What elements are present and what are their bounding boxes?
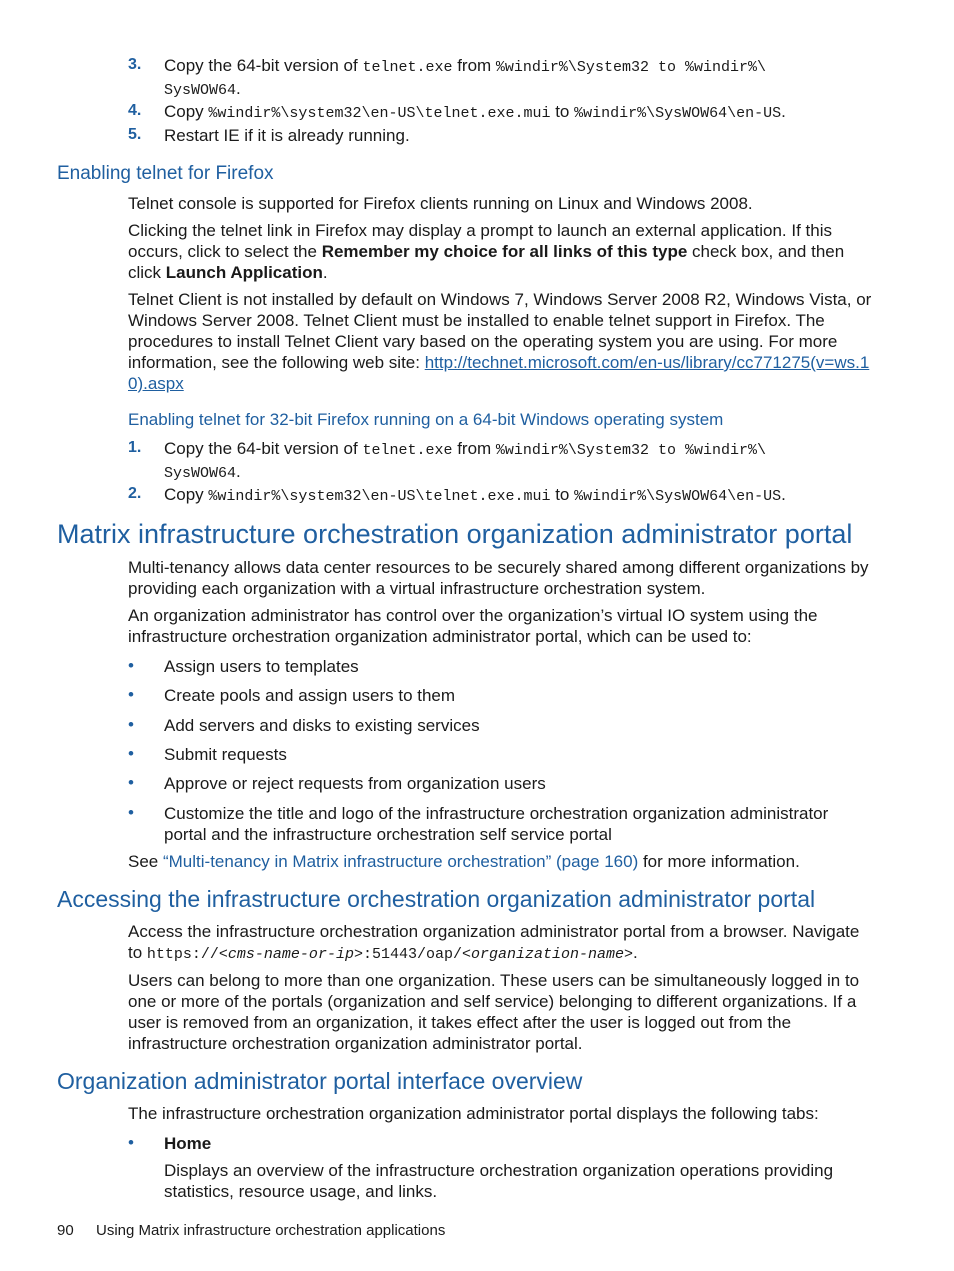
step-item: Copy %windir%\system32\en-US\telnet.exe.mui to %windir%\SysWOW64\en-US.: [164, 102, 786, 122]
section-heading-firefox: Enabling telnet for Firefox: [57, 163, 274, 184]
see-also: See “Multi-tenancy in Matrix infrastructure orchestration” (page 160) for more information.: [128, 852, 800, 871]
list-item: Approve or reject requests from organization users: [164, 774, 546, 793]
paragraph: Telnet Client is not installed by default on Windows 7, Windows Server 2008 R2, Windows Vista, or Windows Server 2008. Telnet Client must be installed to enable telnet support in Firefox. The procedures to install Telnet Client vary based on the operating system you are using. For more information, see the following web site: http://technet.microsoft.com/en-us/library/cc771275(v=ws.10).aspx: [128, 290, 872, 393]
step-number: 5.: [128, 126, 142, 143]
tab-item-title: Home: [164, 1134, 212, 1153]
step-number: 4.: [128, 102, 142, 119]
step-item: Copy %windir%\system32\en-US\telnet.exe.mui to %windir%\SysWOW64\en-US.: [164, 485, 786, 505]
paragraph: Multi-tenancy allows data center resources to be securely shared among different organizations by providing each organization with a virtual infrastructure orchestration system.: [128, 558, 869, 598]
list-item: Create pools and assign users to them: [164, 686, 456, 705]
bullet-icon: •: [128, 744, 134, 763]
section-heading-accessing: Accessing the infrastructure orchestration organization administrator portal: [57, 886, 816, 912]
paragraph: Users can belong to more than one organization. These users can be simultaneously logged in to one or more of the portals (organization and self service) belonging to different organizations. If a user is removed from an organization, it takes effect after the user is logged out from the infrastructure orchestration organization administrator portal.: [128, 971, 860, 1053]
paragraph: Clicking the telnet link in Firefox may display a prompt to launch an external application. If this occurs, click to select the Remember my choice for all links of this type check box, and then click Launch Application.: [128, 221, 845, 282]
list-item: Add servers and disks to existing services: [164, 716, 480, 735]
technet-link[interactable]: http://technet.microsoft.com/en-us/library/cc771275(v=ws.10).aspx: [128, 353, 870, 393]
paragraph: Telnet console is supported for Firefox clients running on Linux and Windows 2008.: [128, 194, 753, 213]
page-number: 90: [57, 1222, 74, 1239]
footer-title: Using Matrix infrastructure orchestration applications: [96, 1222, 446, 1239]
bullet-icon: •: [128, 656, 134, 675]
list-item: Assign users to templates: [164, 657, 359, 676]
bullet-icon: •: [128, 803, 134, 822]
subheading-32bit-firefox: Enabling telnet for 32-bit Firefox running on a 64-bit Windows operating system: [128, 410, 724, 429]
list-item: Customize the title and logo of the infrastructure orchestration organization administrator portal and the infrastructure orchestration self service portal: [164, 804, 829, 844]
section-heading-portal: Matrix infrastructure orchestration organization administrator portal: [57, 519, 853, 549]
page-reference-link[interactable]: “Multi-tenancy in Matrix infrastructure orchestration” (page 160): [162, 852, 639, 871]
paragraph: An organization administrator has control over the organization’s virtual IO system using the infrastructure orchestration organization administrator portal, which can be used to:: [128, 606, 818, 646]
section-heading-overview: Organization administrator portal interface overview: [57, 1068, 583, 1094]
step-item: Copy the 64-bit version of telnet.exe from %windir%\System32 to %windir%\ SysWOW64.: [164, 56, 766, 99]
tab-item-description: Displays an overview of the infrastructure orchestration organization operations providing statistics, resource usage, and links.: [164, 1161, 834, 1201]
paragraph: Access the infrastructure orchestration organization administrator portal from a browser. Navigate to https://<cms-name-or-ip>:51443/oap/<organization-name>.: [128, 922, 860, 963]
bullet-icon: •: [128, 773, 134, 792]
step-item: Restart IE if it is already running.: [164, 126, 410, 145]
portal-url: https://<cms-name-or-ip>:51443/oap/<organization-name>: [146, 946, 634, 963]
bullet-icon: •: [128, 685, 134, 704]
list-item: Submit requests: [164, 745, 287, 764]
step-number: 2.: [128, 485, 142, 502]
bullet-icon: •: [128, 1133, 134, 1152]
step-number: 3.: [128, 56, 142, 73]
bullet-icon: •: [128, 715, 134, 734]
step-number: 1.: [128, 439, 142, 456]
step-item: Copy the 64-bit version of telnet.exe from %windir%\System32 to %windir%\ SysWOW64.: [164, 439, 766, 482]
paragraph: The infrastructure orchestration organization administrator portal displays the following tabs:: [128, 1104, 819, 1123]
